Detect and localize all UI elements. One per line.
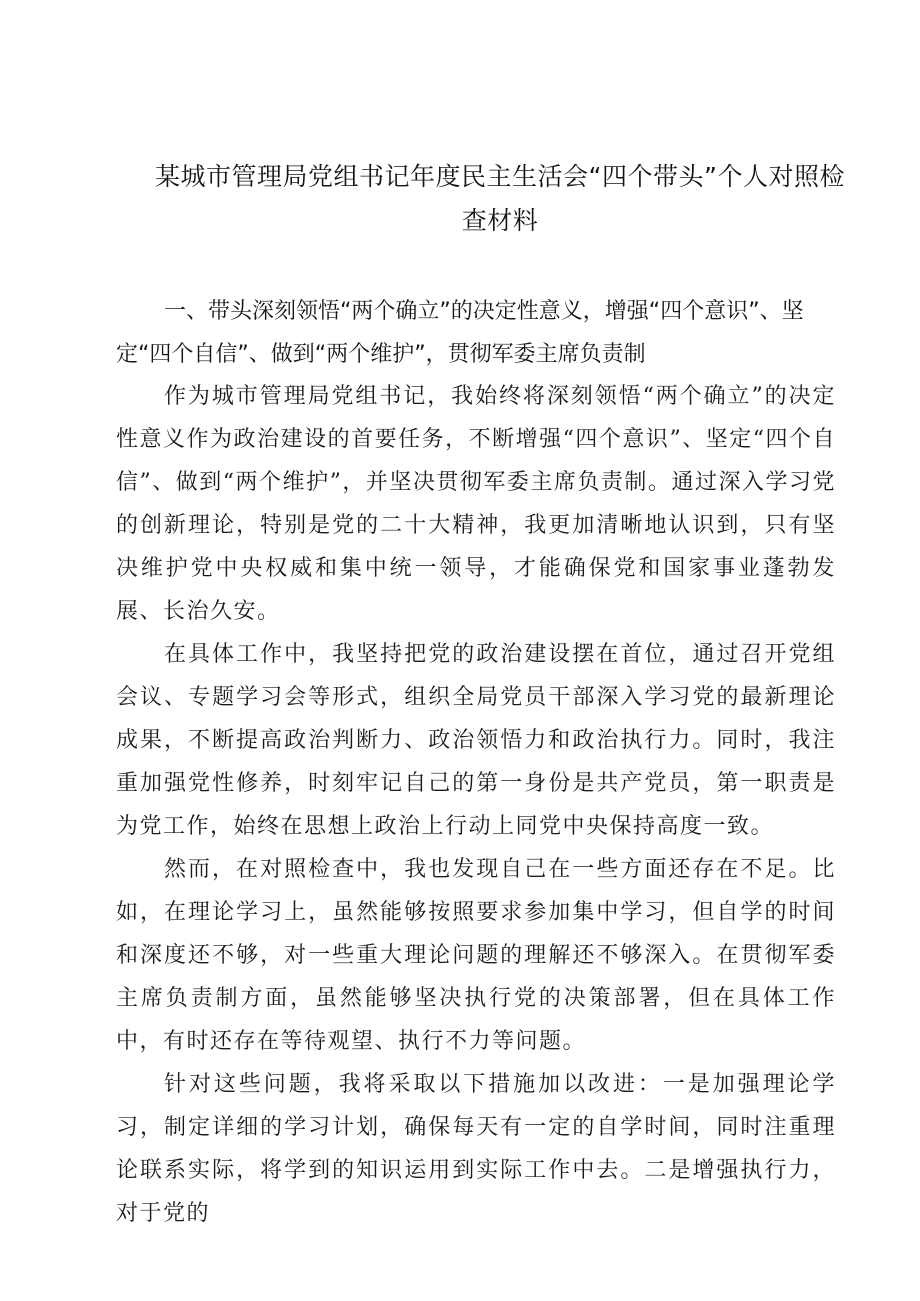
- section-heading: 一、带头深刻领悟“两个确立”的决定性意义，增强“四个意识”、坚定“四个自信”、做到“两个维护”，贯彻军委主席负责制: [116, 299, 804, 367]
- section-body: [116, 375, 836, 1235]
- paragraph: 针对这些问题，我将采取以下措施加以改进：一是加强理论学习，制定详细的学习计划，确保每天有一定的自学时间，同时注重理论联系实际，将学到的知识运用到实际工作中去。二是增强执行力，对于党的: [116, 1072, 836, 1226]
- document-title: 某城市管理局党组书记年度民主生活会“四个带头”个人对照检查材料: [155, 162, 845, 235]
- paragraph: 在具体工作中，我坚持把党的政治建设摆在首位，通过召开党组会议、专题学习会等形式，组织全局党员干部深入学习党的最新理论成果，不断提高政治判断力、政治领悟力和政治执行力。同时，我注重加强党性修养，时刻牢记自己的第一身份是共产党员，第一职责是为党工作，始终在思想上政治上行动上同党中央保持高度一致。: [116, 642, 836, 839]
- paragraph: 作为城市管理局党组书记，我始终将深刻领悟“两个确立”的决定性意义作为政治建设的首要任务，不断增强“四个意识”、坚定“四个自信”、做到“两个维护”，并坚决贯彻军委主席负责制。通过深入学习党的创新理论，特别是党的二十大精神，我更加清晰地认识到，只有坚决维护党中央权威和集中统一领导，才能确保党和国家事业蓬勃发展、长治久安。: [116, 384, 836, 624]
- paragraph: 然而，在对照检查中，我也发现自己在一些方面还存在不足。比如，在理论学习上，虽然能够按照要求参加集中学习，但自学的时间和深度还不够，对一些重大理论问题的理解还不够深入。在贯彻军委主席负责制方面，虽然能够坚决执行党的决策部署，但在具体工作中，有时还存在等待观望、执行不力等问题。: [116, 857, 836, 1054]
